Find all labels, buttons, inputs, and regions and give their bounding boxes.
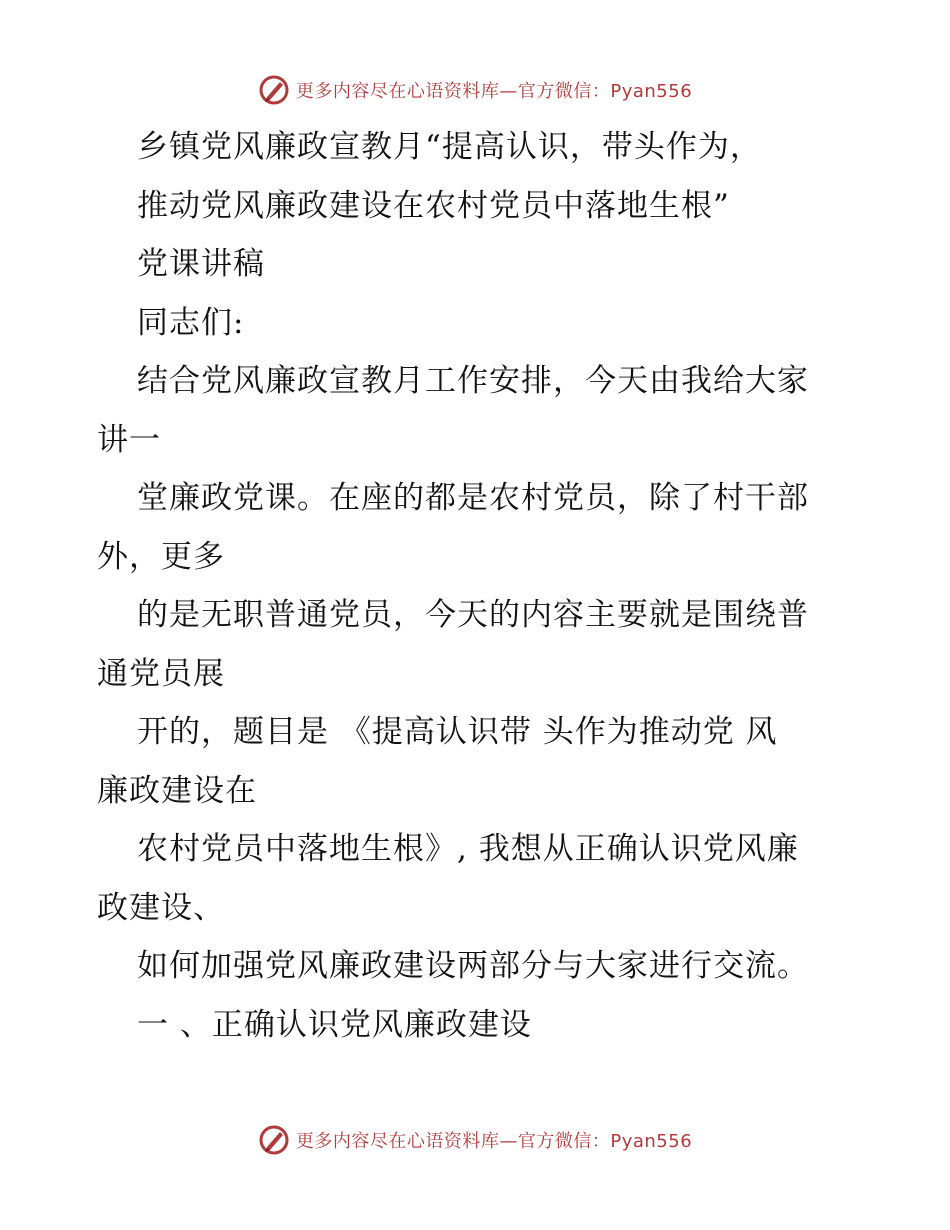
watermark-footer [0,1120,950,1160]
watermark-text: 更多内容尽在心语资料库—官方微信：Pyan556 [295,1131,693,1152]
title-line-3: 党课讲稿 [137,246,265,282]
paragraph-line: 的是无职普通党员，今天的内容主要就是围绕普 [137,597,809,633]
document-body [97,118,857,1054]
paragraph-line: 政建设、 [97,889,225,926]
watermark-text: 更多内容尽在心语资料库—官方微信：Pyan556 [295,81,693,102]
paragraph-line: 廉政建设在 [97,772,257,809]
paragraph-line: 如何加强党风廉政建设两部分与大家进行交流。 [137,948,809,984]
salutation: 同志们: [137,304,245,341]
pen-logo-icon [258,1124,290,1156]
paragraph-line: 外，更多 [97,538,225,575]
watermark-header [0,70,950,110]
paragraph-line: 堂廉政党课。在座的都是农村党员，除了村干部 [137,480,809,516]
paragraph-line: 通党员展 [97,655,225,692]
paragraph-line: 开的，题目是 《提高认识带 头作为推动党 风 [137,714,778,750]
section-heading: 一 、正确认识党风廉政建设 [137,1006,532,1043]
pen-logo-icon [258,74,290,106]
paragraph-line: 讲一 [97,421,161,458]
title-line-2: 推动党风廉政建设在农村党员中落地生根” [137,187,730,224]
title-line-1: 乡镇党风廉政宣教月“提高认识，带头作为， [137,129,762,165]
paragraph-line: 结合党风廉政宣教月工作安排，今天由我给大家 [137,363,809,399]
paragraph-line: 农村党员中落地生根》, 我想从正确认识党风廉 [137,831,799,867]
